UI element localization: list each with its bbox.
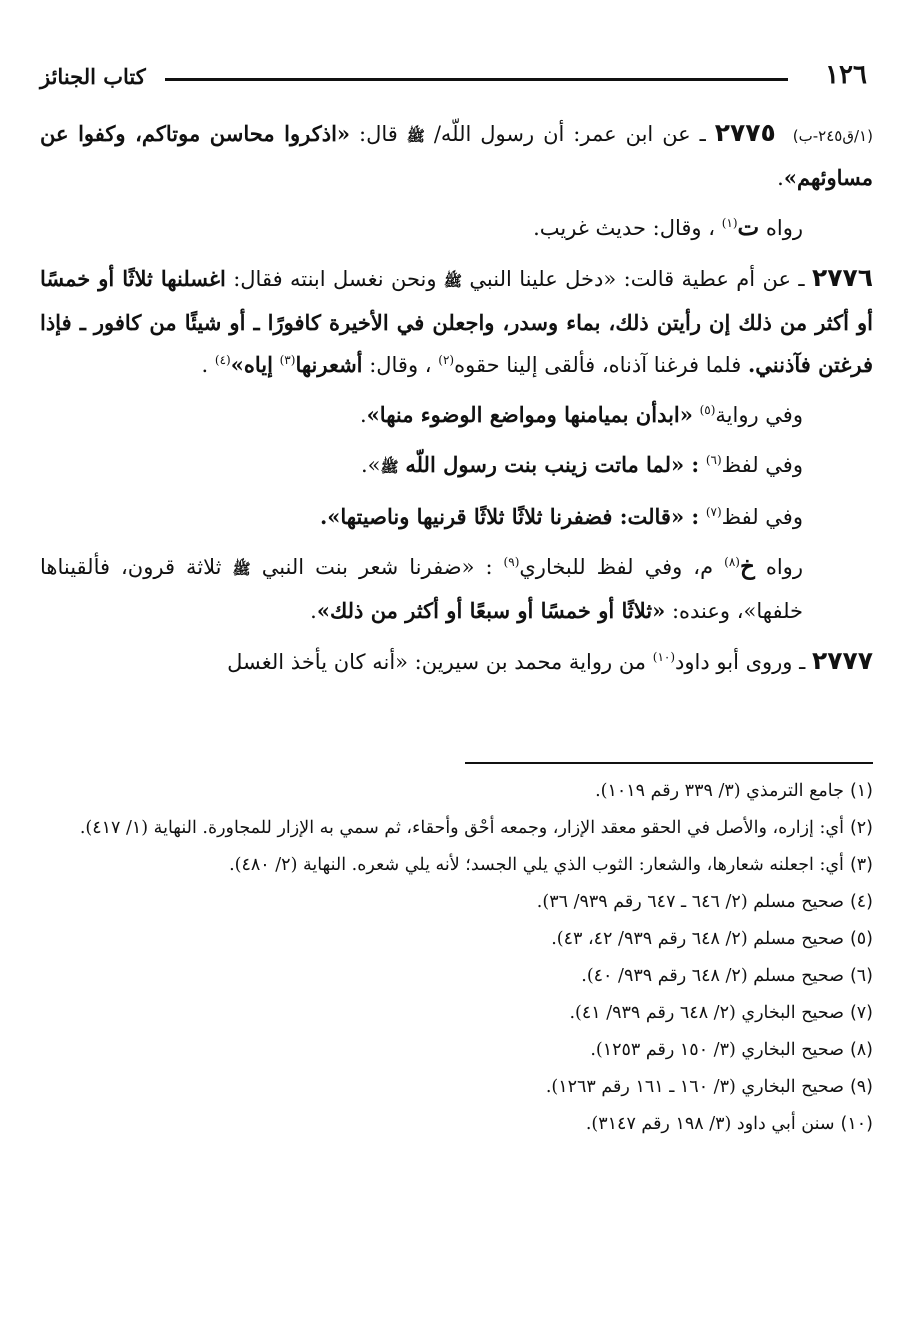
source-rest: ، وقال: حديث غريب. [533, 216, 716, 240]
footnote-ref[interactable]: (٢) [438, 353, 455, 367]
footnote-number: (٤) [849, 892, 873, 912]
salla-glyph: ﷺ [443, 272, 463, 290]
footnote-text: صحيح مسلم (٢/ ٦٤٨ رقم ٩٣٩/ ٤٢، ٤٣). [551, 929, 844, 949]
hadith-quote: «اذكروا محاسن موتاكم، وكفوا عن مساوئهم» [40, 121, 873, 190]
source-text-2: ثلاثة قرون، فألقيناها خلفها»، وعنده: [40, 555, 803, 623]
footnote-ref[interactable]: (٣) [279, 353, 296, 367]
salla-glyph: ﷺ [232, 560, 251, 578]
footnote-item [40, 1109, 873, 1140]
footnotes [40, 776, 873, 1146]
footnote-number: (٣) [849, 855, 873, 875]
footnote-ref[interactable]: (٥) [699, 403, 716, 417]
footnote-divider [465, 762, 873, 764]
footnote-item [40, 1035, 873, 1066]
footnote-item [40, 924, 873, 955]
source-quote: «ثلاثًا أو خمسًا أو سبعًا أو أكثر من ذلك» [316, 598, 666, 623]
end-dot: . [201, 353, 209, 377]
footnote-ref[interactable]: (١٠) [652, 650, 676, 664]
hadith-quote: اغسلنها ثلاثًا أو خمسًا أو أكثر من ذلك إن رأيتن ذلك، بماء وسدر، واجعلن في الأخيرة كافورًا ـ أو شيئًا من كافور ـ فإذا فرغتن فآذنني. [40, 266, 873, 377]
footnote-text: أي: إزاره، والأصل في الحقو معقد الإزار، وجمعه أحْق وأحقاء، ثم سمي به الإزار للمجاورة. النهاية (١/ ٤١٧). [79, 818, 844, 838]
salla-glyph: ﷺ [380, 458, 399, 476]
footnote-ref[interactable]: (٩) [503, 555, 520, 569]
hadith-number: ٢٧٧٥ [714, 118, 776, 147]
footnote-number: (١) [849, 781, 873, 801]
hadith-2777 [40, 640, 873, 683]
variant-quote: «ابدأن بميامنها ومواضع الوضوء منها» [366, 402, 693, 427]
source-code: ت [737, 214, 760, 241]
said-text: قال: [359, 122, 398, 146]
footnote-number: (١٠) [840, 1114, 873, 1134]
hadith-2776-source [40, 546, 873, 632]
footnote-number: (٧) [849, 1003, 873, 1023]
footnote-item [40, 998, 873, 1029]
book-page [40, 0, 873, 1336]
hadith-intro: ـ عن أم عطية قالت: «دخل علينا النبي [469, 267, 805, 291]
book-title: كتاب الجنائز [40, 64, 146, 89]
hadith-intro: ـ عن ابن عمر: أن رسول اللّه/ [433, 122, 706, 146]
footnote-item [40, 1072, 873, 1103]
hadith-intro: ـ وروى أبو داود [675, 650, 806, 674]
page-header [40, 56, 873, 96]
footnote-text: أي: اجعلنه شعارها، والشعار: الثوب الذي يلي الجسد؛ لأنه يلي شعره. النهاية (٢/ ٤٨٠). [229, 855, 844, 875]
hadith-number: ٢٧٧٦ [811, 263, 873, 292]
header-rule [165, 78, 788, 81]
variant-prefix: وفي رواية [715, 403, 803, 427]
hadith-continuation: فلما فرغنا آذناه، فألقى إلينا حقوه [454, 353, 742, 377]
footnote-ref[interactable]: (٦) [705, 453, 722, 467]
footnote-item [40, 776, 873, 807]
source-mid: م، وفي لفظ للبخاري [519, 555, 714, 579]
footnote-number: (٦) [849, 966, 873, 986]
hadith-2775-source [40, 207, 873, 249]
hadith-2775 [40, 112, 873, 199]
hadith-intro-2: ونحن نغسل ابنته فقال: [233, 267, 437, 291]
footnote-ref[interactable]: (٤) [214, 353, 231, 367]
footnote-item [40, 887, 873, 918]
footnote-text: صحيح البخاري (٣/ ١٥٠ رقم ١٢٥٣). [590, 1040, 844, 1060]
source-code: خ [739, 553, 755, 580]
footnote-item [40, 850, 873, 881]
salla-glyph: ﷺ [406, 127, 425, 145]
source-prefix: رواه [765, 216, 803, 240]
variant-prefix: وفي لفظ [721, 505, 803, 529]
footnote-ref[interactable]: (٨) [724, 555, 740, 569]
footnote-text: صحيح مسلم (٢/ ٦٤٦ ـ ٦٤٧ رقم ٩٣٩/ ٣٦). [536, 892, 844, 912]
footnote-text: صحيح البخاري (٣/ ١٦٠ ـ ١٦١ رقم ١٢٦٣). [545, 1077, 844, 1097]
footnote-number: (٩) [849, 1077, 873, 1097]
end-dot: . [777, 166, 784, 190]
footnote-ref[interactable]: (١) [721, 216, 738, 230]
footnote-ref[interactable]: (٧) [705, 505, 722, 519]
source-text: : «ضفرنا شعر بنت النبي [261, 555, 493, 579]
end-dot: . [310, 599, 317, 623]
main-text [40, 112, 873, 691]
variant-end: ». [360, 453, 381, 477]
variant-3 [40, 496, 873, 538]
hadith-number: ٢٧٧٧ [811, 646, 873, 675]
footnote-text: صحيح البخاري (٢/ ٦٤٨ رقم ٩٣٩/ ٤١). [569, 1003, 844, 1023]
footnote-item [40, 813, 873, 844]
footnote-item [40, 961, 873, 992]
variant-prefix: وفي لفظ [721, 453, 803, 477]
footnote-text: صحيح مسلم (٢/ ٦٤٨ رقم ٩٣٩/ ٤٠). [581, 966, 844, 986]
footnote-number: (٢) [849, 818, 873, 838]
hadith-quote-2: أشعرنها [295, 352, 363, 377]
hadith-rest: من رواية محمد بن سيرين: «أنه كان يأخذ الغسل [227, 650, 647, 674]
footnote-text: سنن أبي داود (٣/ ١٩٨ رقم ٣١٤٧). [585, 1114, 835, 1134]
margin-note: (١/ق٢٤٥-ب) [792, 127, 873, 145]
variant-quote: : «قالت: فضفرنا ثلاثًا ثلاثًا قرنيها وناصيتها». [319, 504, 700, 529]
end-dot: . [359, 403, 367, 427]
hadith-2776 [40, 257, 873, 386]
page-number: ١٢٦ [825, 60, 867, 90]
variant-1 [40, 394, 873, 436]
footnote-number: (٨) [849, 1040, 873, 1060]
variant-quote: : «لما ماتت زينب بنت رسول اللّه [405, 452, 700, 477]
footnote-text: جامع الترمذي (٣/ ٣٣٩ رقم ١٠١٩). [595, 781, 844, 801]
said-text: ، وقال: [369, 353, 432, 377]
hadith-quote-3: إياه» [230, 352, 273, 377]
footnote-number: (٥) [849, 929, 873, 949]
variant-2 [40, 444, 873, 488]
source-prefix: رواه [765, 555, 803, 579]
